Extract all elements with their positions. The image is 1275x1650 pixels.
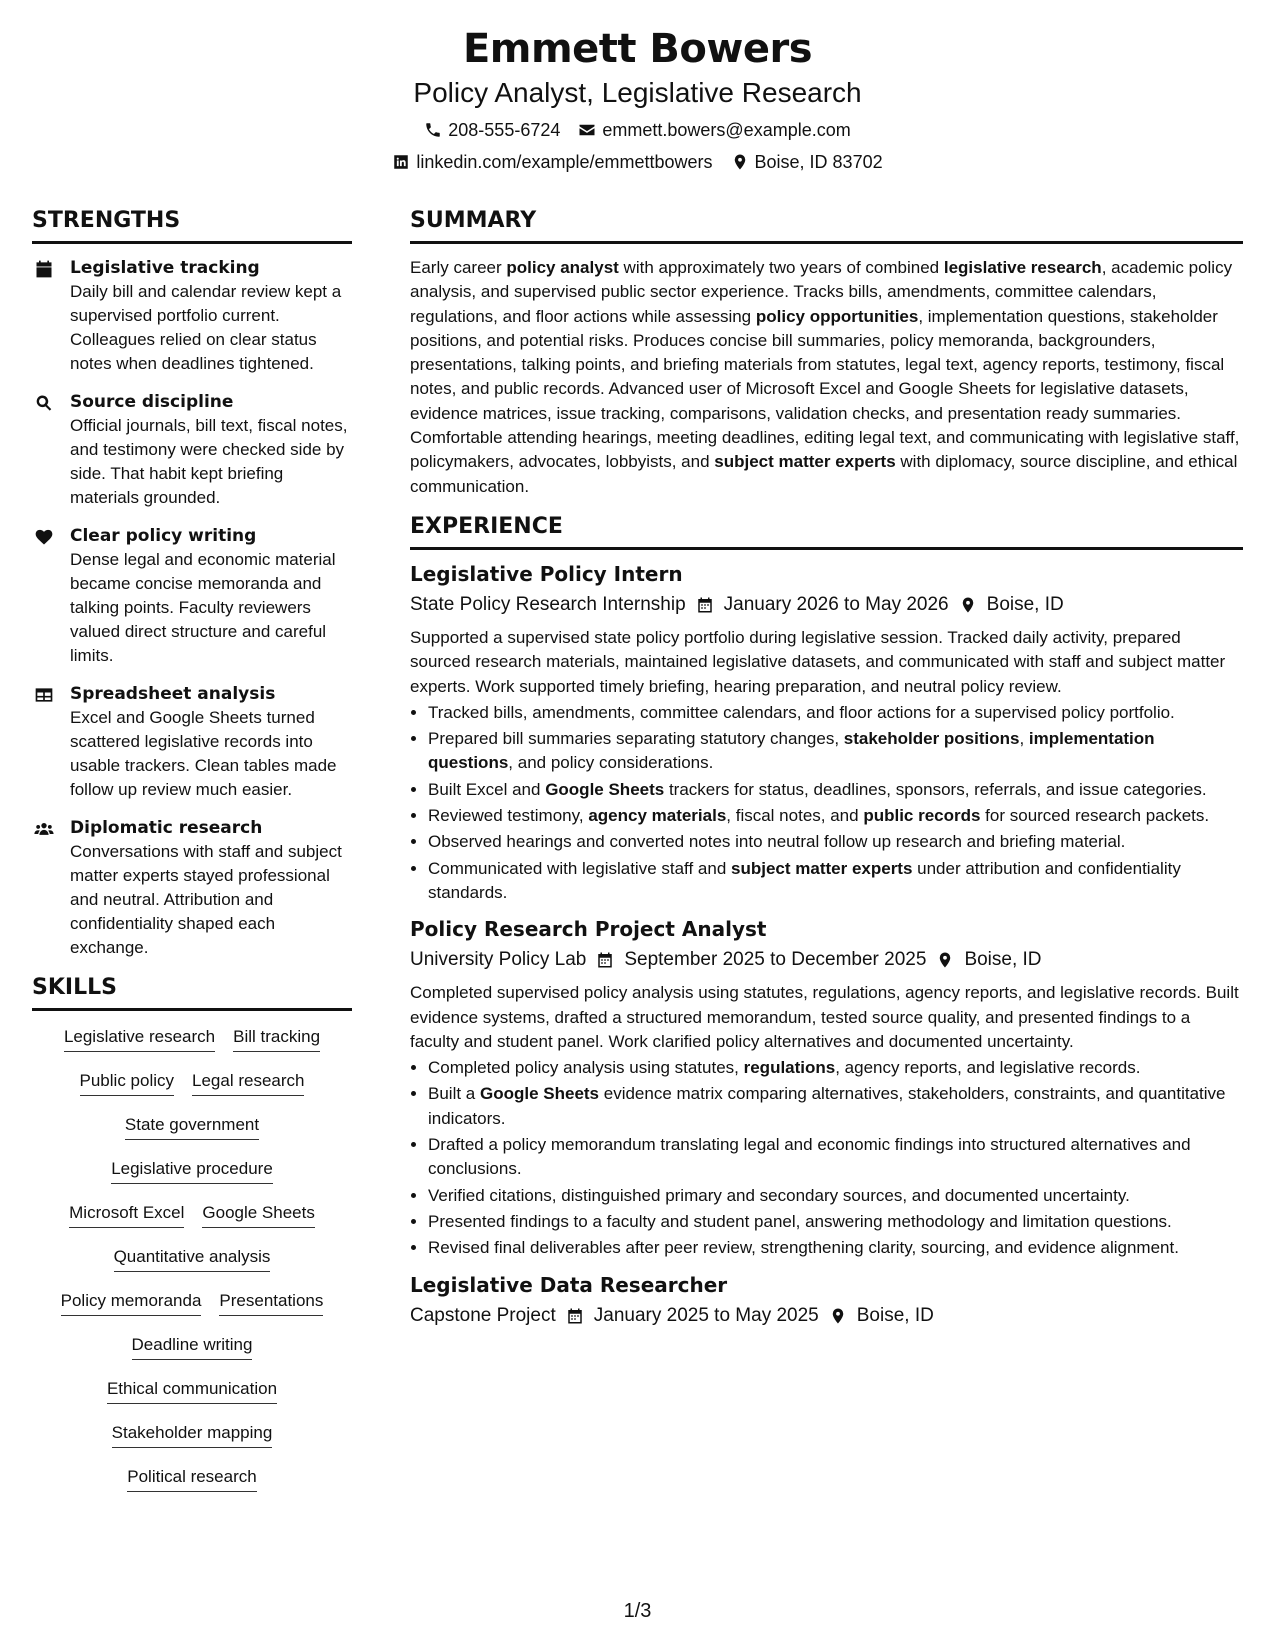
job-location: Boise, ID	[986, 593, 1064, 615]
page-number: 1/3	[623, 1600, 652, 1622]
job-meta	[410, 592, 1243, 618]
phone-contact[interactable]	[424, 118, 560, 142]
skill-tag: Microsoft Excel	[69, 1201, 184, 1228]
bold-keyword: subject matter experts	[731, 858, 913, 878]
strengths-heading: STRENGTHS	[32, 207, 352, 244]
bullet-item: • Observed hearings and converted notes into neutral follow up research and briefing material.	[428, 830, 1243, 854]
bullet-item: • Communicated with legislative staff and subject matter experts under attribution and confidentiality standards.	[428, 857, 1243, 906]
candidate-title: Policy Analyst, Legislative Research	[413, 77, 862, 108]
location-text: Boise, ID 83702	[754, 152, 883, 172]
email-contact[interactable]	[578, 118, 850, 142]
calendar-icon	[34, 259, 54, 279]
email-text: emmett.bowers@example.com	[602, 120, 851, 140]
strength-desc: Official journals, bill text, fiscal notes, and testimony were checked side by side. That habit kept briefing materials grounded.	[70, 416, 348, 507]
skill-tag: State government	[125, 1113, 259, 1140]
job-location: Boise, ID	[964, 949, 1042, 971]
skill-tag: Deadline writing	[132, 1333, 253, 1360]
job-entry	[410, 915, 1243, 1260]
bullet-item: • Built Excel and Google Sheets trackers for status, deadlines, sponsors, referrals, and issue categories.	[428, 778, 1243, 802]
skills-list	[32, 1025, 352, 1509]
job-dates: January 2025 to May 2025	[593, 1304, 819, 1326]
strength-item	[32, 524, 352, 668]
strength-item	[32, 816, 352, 960]
skills-row	[32, 1113, 352, 1157]
skill-tag: Legal research	[192, 1069, 304, 1096]
phone-text: 208-555-6724	[448, 120, 561, 140]
table-icon	[34, 685, 54, 705]
people-icon	[34, 819, 54, 839]
job-bullets	[410, 701, 1243, 905]
skills-row	[32, 1201, 352, 1245]
bullet-item: • Verified citations, distinguished primary and secondary sources, and documented uncertainty.	[428, 1184, 1243, 1208]
strength-title: Diplomatic research	[70, 818, 263, 838]
right-column	[410, 207, 1243, 1329]
bullet-item: • Prepared bill summaries separating statutory changes, stakeholder positions, implementation questions, and policy considerations.	[428, 727, 1243, 776]
job-meta	[410, 947, 1243, 973]
bullet-item: • Tracked bills, amendments, committee calendars, and floor actions for a supervised policy portfolio.	[428, 701, 1243, 725]
skills-heading: SKILLS	[32, 974, 352, 1011]
job-description: Supported a supervised state policy portfolio during legislative session. Tracked daily activity, prepared sourced research materials, maintained legislative datasets, and communicated with staff and subject matter experts. Work supported timely briefing, hearing preparation, and neutral policy review.	[410, 627, 1226, 696]
skill-tag: Legislative research	[64, 1025, 215, 1052]
summary-heading: SUMMARY	[410, 207, 1243, 244]
bold-keyword: policy analyst	[506, 258, 619, 277]
skills-row	[32, 1245, 352, 1289]
skills-row	[32, 1025, 352, 1069]
map-pin-icon	[936, 951, 954, 969]
job-description: Completed supervised policy analysis using statutes, regulations, agency reports, and legislative records. Built evidence systems, drafted a structured memorandum, tested source quality, and presented findings to a faculty and student panel. Work clarified policy alternatives and documented uncertainty.	[410, 983, 1239, 1051]
skill-tag: Public policy	[80, 1069, 175, 1096]
job-org: State Policy Research Internship	[410, 593, 686, 615]
skill-tag: Legislative procedure	[111, 1157, 273, 1184]
calendar-icon	[566, 1307, 584, 1325]
job-title: Legislative Data Researcher	[410, 1272, 728, 1297]
heart-icon	[34, 527, 54, 547]
search-icon	[34, 393, 54, 413]
location-contact	[731, 150, 883, 174]
bold-keyword: policy opportunities	[755, 306, 919, 326]
skill-tag: Bill tracking	[233, 1025, 320, 1052]
bullet-item: • Built a Google Sheets evidence matrix comparing alternatives, stakeholders, constraints, and quantitative indicators.	[428, 1082, 1243, 1131]
contact-line-1	[0, 118, 1275, 142]
experience-heading: EXPERIENCE	[410, 513, 1243, 550]
bold-keyword: implementation questions	[428, 729, 1155, 773]
phone-icon	[424, 121, 442, 139]
bullet-item: • Presented findings to a faculty and student panel, answering methodology and limitation questions.	[428, 1210, 1243, 1234]
job-entry	[410, 1271, 1243, 1329]
strength-title: Clear policy writing	[70, 526, 257, 546]
skill-tag: Presentations	[219, 1289, 323, 1316]
linkedin-icon	[392, 153, 410, 171]
bold-keyword: subject matter experts	[714, 452, 896, 472]
strength-item	[32, 682, 352, 802]
job-title: Policy Research Project Analyst	[410, 917, 767, 942]
map-pin-icon	[731, 153, 749, 171]
map-pin-icon	[829, 1307, 847, 1325]
strength-title: Legislative tracking	[70, 258, 260, 278]
job-title: Legislative Policy Intern	[410, 561, 683, 586]
skills-row	[32, 1421, 352, 1465]
job-dates: September 2025 to December 2025	[624, 949, 927, 971]
bold-keyword: Google Sheets	[545, 779, 665, 799]
bold-keyword: Google Sheets	[479, 1084, 600, 1104]
skill-tag: Quantitative analysis	[114, 1245, 271, 1272]
bold-keyword: agency materials	[588, 806, 727, 826]
job-dates: January 2026 to May 2026	[723, 593, 949, 615]
job-org: University Policy Lab	[410, 949, 587, 971]
strength-title: Spreadsheet analysis	[70, 684, 276, 704]
skill-tag: Ethical communication	[107, 1377, 277, 1404]
bold-keyword: legislative research	[943, 258, 1102, 277]
skills-row	[32, 1289, 352, 1333]
skill-tag: Political research	[127, 1465, 256, 1492]
skills-row	[32, 1333, 352, 1377]
job-entry	[410, 560, 1243, 905]
bullet-item: • Reviewed testimony, agency materials, fiscal notes, and public records for sourced research packets.	[428, 804, 1243, 828]
calendar-icon	[696, 596, 714, 614]
job-org: Capstone Project	[410, 1304, 556, 1326]
linkedin-contact[interactable]	[392, 150, 712, 174]
bold-keyword: stakeholder positions	[843, 729, 1020, 749]
summary-text: Early career policy analyst with approximately two years of combined legislative research, academic policy analysis, and supervised public sector experience. Tracks bills, amendments, committee calendars, regulations, and floor actions while assessing policy opportunities, implementation questions, stakeholder positions, and potential risks. Produces concise bill summaries, policy memoranda, backgrounders, presentations, talking points, and briefing materials from statutes, legal text, agency reports, testimony, fiscal notes, and public records. Advanced user of Microsoft Excel and Google Sheets for legislative datasets, evidence matrices, issue tracking, comparisons, validation checks, and presentation ready summaries. Comfortable attending hearings, meeting deadlines, editing legal text, and communicating with legislative staff, policymakers, advocates, lobbyists, and subject matter experts with diplomacy, source discipline, and ethical communication.	[410, 258, 1240, 496]
calendar-icon	[596, 951, 614, 969]
skill-tag: Policy memoranda	[61, 1289, 202, 1316]
skills-row	[32, 1377, 352, 1421]
contact-line-2	[0, 150, 1275, 174]
resume-header	[0, 24, 1275, 174]
envelope-icon	[578, 121, 596, 139]
candidate-name: Emmett Bowers	[462, 26, 813, 72]
bold-keyword: regulations	[743, 1058, 836, 1078]
skills-row	[32, 1069, 352, 1113]
strengths-list	[32, 256, 352, 960]
bold-keyword: public records	[863, 806, 981, 826]
skills-row	[32, 1157, 352, 1201]
linkedin-text: linkedin.com/example/emmettbowers	[416, 152, 713, 172]
job-meta	[410, 1303, 1243, 1329]
skill-tag: Google Sheets	[202, 1201, 314, 1228]
job-bullets	[410, 1056, 1243, 1260]
bullet-item: • Completed policy analysis using statutes, regulations, agency reports, and legislative records.	[428, 1056, 1243, 1080]
bullet-item: • Revised final deliverables after peer review, strengthening clarity, sourcing, and evidence alignment.	[428, 1236, 1243, 1260]
strength-desc: Daily bill and calendar review kept a supervised portfolio current. Colleagues relied on clear status notes when deadlines tightened.	[70, 282, 342, 373]
strength-desc: Dense legal and economic material became concise memoranda and talking points. Faculty reviewers valued direct structure and careful limits.	[70, 550, 336, 665]
strength-desc: Excel and Google Sheets turned scattered legislative records into usable trackers. Clean tables made follow up review much easier.	[70, 708, 337, 799]
strength-desc: Conversations with staff and subject matter experts stayed professional and neutral. Attribution and confidentiality shaped each exchange.	[70, 842, 342, 957]
job-location: Boise, ID	[856, 1304, 934, 1326]
strength-item	[32, 390, 352, 510]
strength-title: Source discipline	[70, 392, 234, 412]
skill-tag: Stakeholder mapping	[112, 1421, 273, 1448]
skills-row	[32, 1465, 352, 1509]
map-pin-icon	[959, 596, 977, 614]
bullet-item: • Drafted a policy memorandum translating legal and economic findings into structured alternatives and conclusions.	[428, 1133, 1243, 1182]
strength-item	[32, 256, 352, 376]
left-column	[32, 207, 352, 1509]
